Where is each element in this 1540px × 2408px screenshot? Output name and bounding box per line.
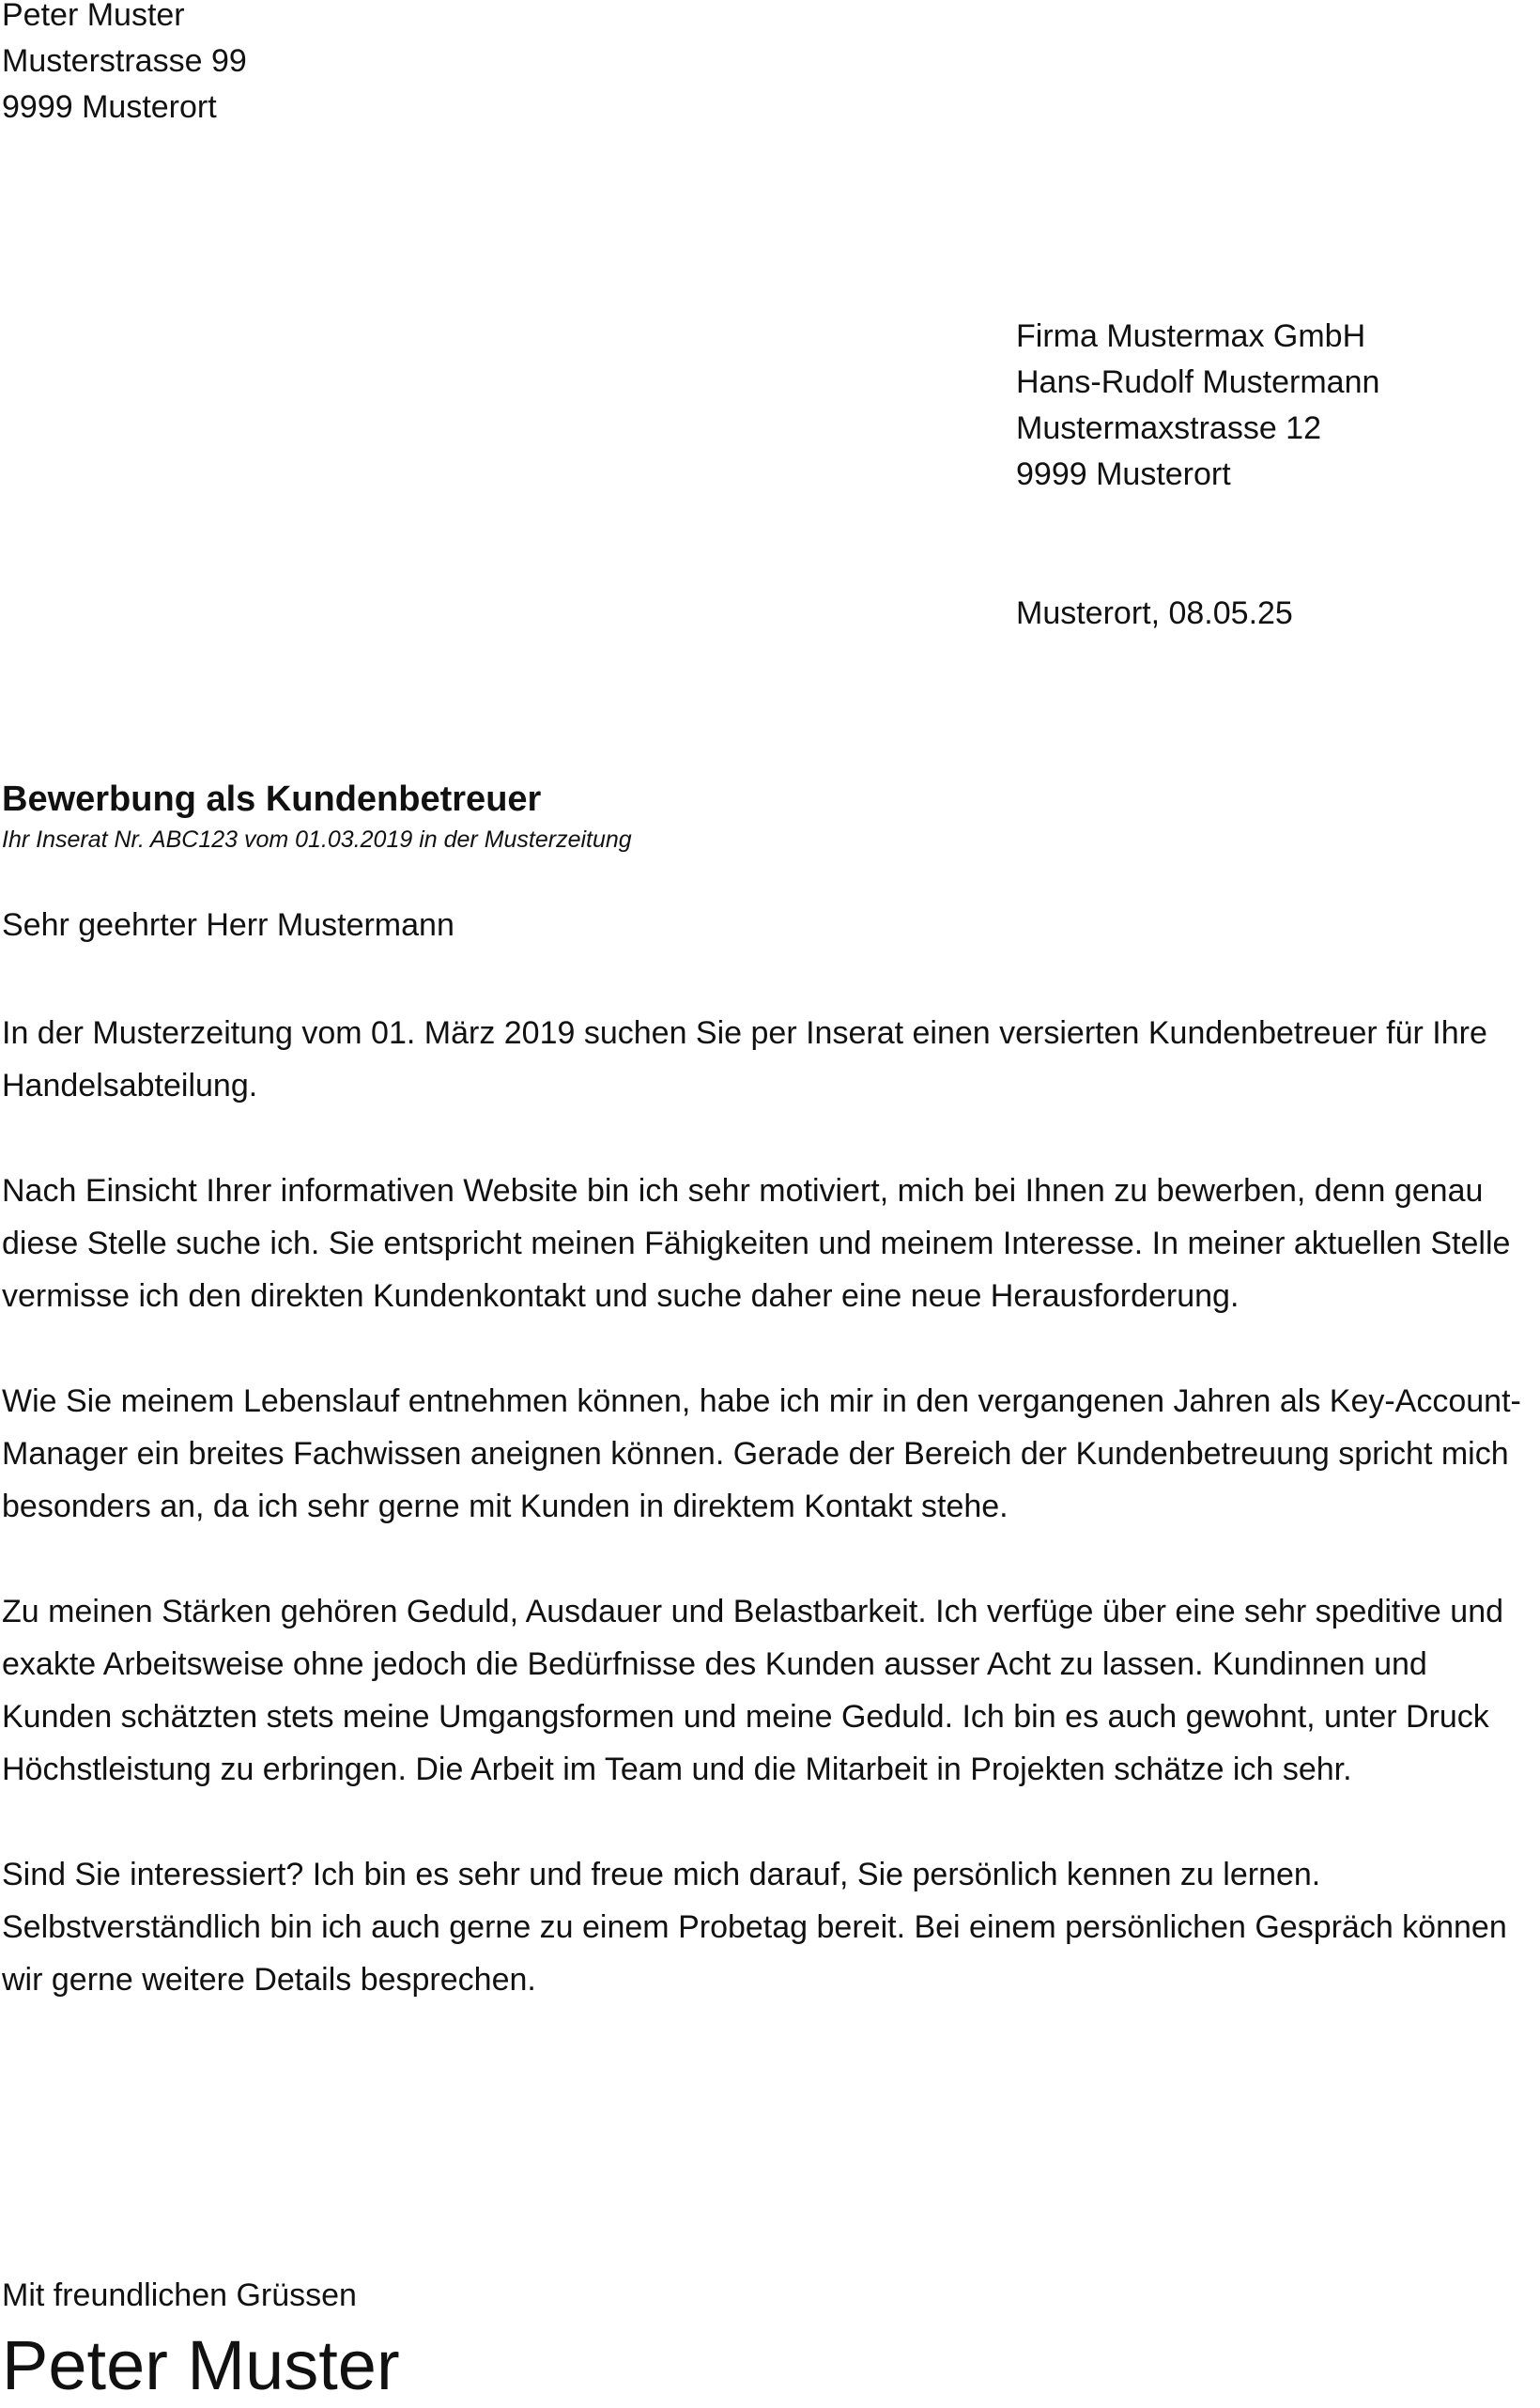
subject-title: Bewerbung als Kundenbetreuer [2, 780, 542, 819]
subject-block [2, 775, 632, 856]
sender-name: Peter Muster [2, 0, 185, 33]
recipient-street: Mustermaxstrasse 12 [1016, 410, 1321, 446]
sender-street: Musterstrasse 99 [2, 43, 247, 79]
body-paragraph-2: Nach Einsicht Ihrer informativen Website bin ich sehr motiviert, mich bei Ihnen zu bewerben, denn genau diese Stelle suche ich. Sie entspricht meinen Fähigkeiten und meinem Interesse. In meiner aktuellen Stelle vermisse ich den direkten Kundenkontakt und suche daher eine neue Herausforderung. [2, 1173, 1511, 1314]
recipient-address [1016, 314, 1379, 498]
recipient-city: 9999 Musterort [1016, 456, 1231, 492]
subject-reference: Ihr Inserat Nr. ABC123 vom 01.03.2019 in der Musterzeitung [2, 826, 632, 853]
body-paragraph-5: Sind Sie interessiert? Ich bin es sehr und freue mich darauf, Sie persönlich kennen zu lernen. Selbstverständlich bin ich auch gerne zu einem Probetag bereit. Bei einem persönlichen Gespräch können wir gerne weitere Details besprechen. [2, 1857, 1507, 1998]
body-paragraph-1: In der Musterzeitung vom 01. März 2019 suchen Sie per Inserat einen versierten Kundenbetreuer für Ihre Handelsabteilung. [2, 1015, 1487, 1104]
date-line: Musterort, 08.05.25 [1016, 595, 1293, 631]
recipient-person: Hans-Rudolf Mustermann [1016, 364, 1380, 400]
sender-address [2, 0, 247, 131]
body-paragraph-3: Wie Sie meinem Lebenslauf entnehmen können, habe ich mir in den vergangenen Jahren als Key-Account-Manager ein breites Fachwissen aneignen können. Gerade der Bereich der Kundenbetreuung spricht mich besonders an, da ich sehr gerne mit Kunden in direktem Kontakt stehe. [2, 1383, 1521, 1524]
salutation: Sehr geehrter Herr Mustermann [2, 907, 454, 943]
signature: Peter Muster [2, 2326, 400, 2404]
closing-phrase: Mit freundlichen Grüssen [2, 2277, 357, 2313]
recipient-company: Firma Mustermax GmbH [1016, 318, 1366, 354]
letter-body [2, 1007, 1538, 2059]
sender-city: 9999 Musterort [2, 89, 217, 125]
body-paragraph-4: Zu meinen Stärken gehören Geduld, Ausdauer und Belastbarkeit. Ich verfüge über eine sehr speditive und exakte Arbeitsweise ohne jedoch die Bedürfnisse des Kunden ausser Acht zu lassen. Kundinnen und Kunden schätzten stets meine Umgangsformen und meine Geduld. Ich bin es auch gewohnt, unter Druck Höchstleistung zu erbringen. Die Arbeit im Team und die Mitarbeit in Projekten schätze ich sehr. [2, 1594, 1504, 1787]
